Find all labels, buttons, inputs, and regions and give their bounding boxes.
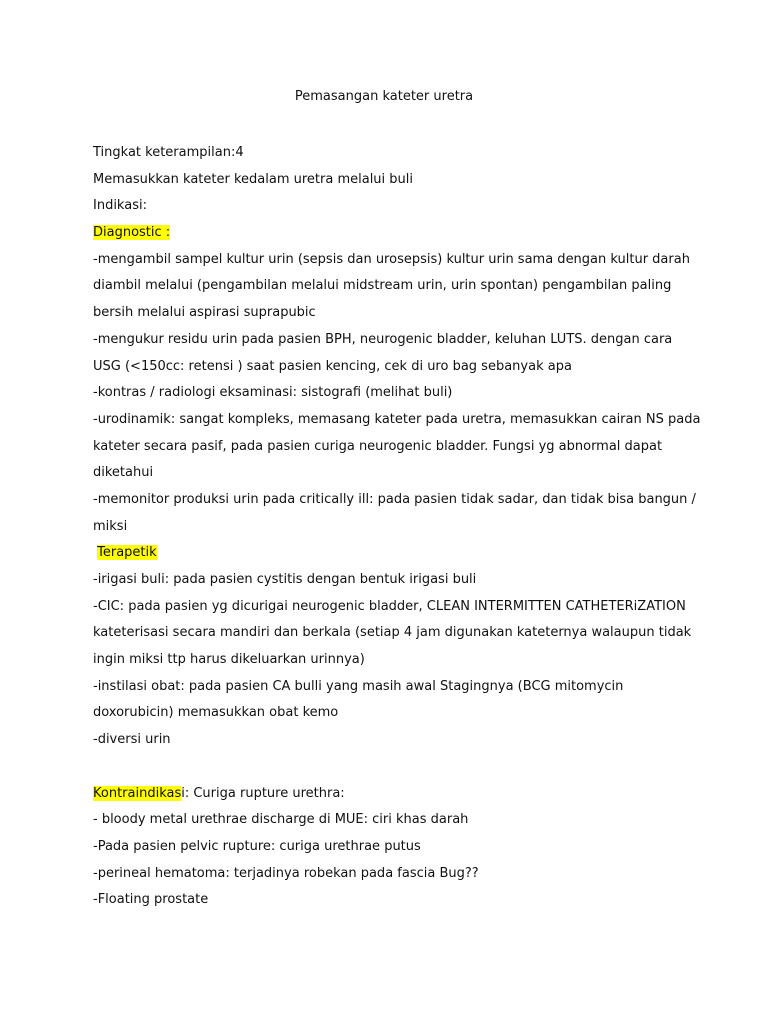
text-line: ingin miksi ttp harus dikeluarkan urinnya)	[93, 652, 365, 668]
text-line: -kontras / radiologi eksaminasi: sistografi (melihat buli)	[93, 385, 453, 401]
text-line: -diversi urin	[93, 732, 171, 748]
text-line: -irigasi buli: pada pasien cystitis dengan bentuk irigasi buli	[93, 572, 477, 587]
document-title: Pemasangan kateter uretra	[294, 89, 474, 104]
text-line: -memonitor produksi urin pada critically ill: pada pasien tidak sadar, dan tidak bisa bangun /	[93, 491, 696, 507]
text-line: miksi	[93, 518, 128, 534]
text-line: diketahui	[93, 465, 154, 481]
text-line: -Floating prostate	[93, 892, 209, 908]
line-text: i: Curiga rupture urethra:	[181, 785, 345, 801]
text-line: doxorubicin) memasukkan obat kemo	[93, 705, 339, 721]
highlighted-heading: Terapetik	[97, 545, 157, 561]
text-line: - bloody metal urethrae discharge di MUE: ciri khas darah	[93, 812, 469, 828]
text-line: Memasukkan kateter kedalam uretra melalui buli	[93, 171, 413, 187]
text-line: -CIC: pada pasien yg dicurigai neurogenic bladder, CLEAN INTERMITTEN CATHETERiZATION	[93, 598, 686, 614]
text-line: -perineal hematoma: terjadinya robekan pada fascia Bug??	[93, 865, 479, 881]
text-line: -mengukur residu urin pada pasien BPH, neurogenic bladder, keluhan LUTS. dengan cara	[93, 331, 673, 347]
text-line: bersih melalui aspirasi suprapubic	[93, 305, 316, 321]
text-line: Indikasi:	[93, 198, 147, 214]
text-line: kateterisasi secara mandiri dan berkala (setiap 4 jam digunakan kateternya walaupun tidak	[93, 625, 692, 641]
text-line: kateter secara pasif, pada pasien curiga neurogenic bladder. Fungsi yg abnormal dapat	[93, 438, 663, 454]
highlighted-heading: Kontraindikas	[93, 785, 182, 801]
text-line: -Pada pasien pelvic rupture: curiga urethrae putus	[93, 838, 421, 854]
text-line	[93, 540, 693, 567]
text-line: Tingkat keterampilan:4	[93, 145, 244, 160]
text-line: diambil melalui (pengambilan melalui midstream urin, urin spontan) pengambilan paling	[93, 278, 672, 294]
text-line: -mengambil sampel kultur urin (sepsis dan urosepsis) kultur urin sama dengan kultur darah	[93, 251, 690, 267]
text-line	[93, 781, 693, 808]
text-line: -instilasi obat: pada pasien CA bulli yang masih awal Stagingnya (BCG mitomycin	[93, 678, 624, 694]
text-line: USG (<150cc: retensi ) saat pasien kencing, cek di uro bag sebanyak apa	[93, 358, 572, 374]
highlighted-heading: Diagnostic :	[93, 225, 171, 241]
text-line	[93, 220, 693, 247]
document-body	[93, 140, 701, 914]
text-line: -urodinamik: sangat kompleks, memasang kateter pada uretra, memasukkan cairan NS pada	[93, 411, 701, 427]
text-line	[93, 754, 693, 781]
